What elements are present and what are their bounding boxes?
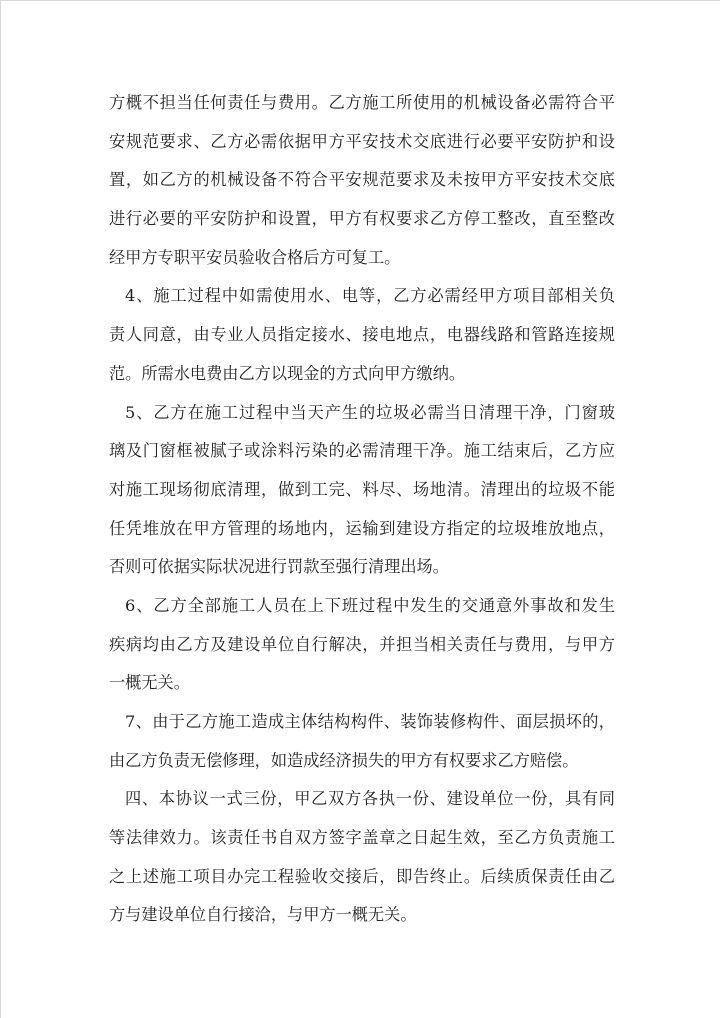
text-line: 方概不担当任何责任与费用。乙方施工所使用的机械设备必需符合平	[109, 93, 615, 112]
text-line: 等法律效力。该责任书自双方签字盖章之日起生效，至乙方负责施工	[109, 828, 615, 848]
text-line: 之上述施工项目办完工程验收交接后，即告终止。后续质保责任由乙	[109, 866, 615, 886]
text-line: 责人同意，由专业人员指定接水、接电地点，电器线路和管路连接规	[109, 325, 615, 345]
text-line: 经甲方专职平安员验收合格后方可复工。	[109, 247, 401, 267]
text-line: 进行必要的平安防护和设置，甲方有权要求乙方停工整改，直至整改	[109, 209, 615, 229]
text-line: 7、由于乙方施工造成主体结构构件、装饰装修构件、面层损坏的，	[125, 712, 615, 731]
text-line: 方与建设单位自行接洽，与甲方一概无关。	[109, 905, 417, 925]
text-line: 任凭堆放在甲方管理的场地内，运输到建设方指定的垃圾堆放地点，	[109, 518, 615, 538]
text-line: 四、本协议一式三份，甲乙双方各执一份、建设单位一份，具有同	[125, 789, 615, 809]
text-line: 对施工现场彻底清理，做到工完、料尽、场地清。清理出的垃圾不能	[109, 479, 615, 499]
text-line: 5、乙方在施工过程中当天产生的垃圾必需当日清理干净，门窗玻	[125, 402, 615, 422]
text-line: 安规范要求、乙方必需依据甲方平安技术交底进行必要平安防护和设	[109, 131, 615, 151]
text-line: 璃及门窗框被腻子或涂料污染的必需清理干净。施工结束后，乙方应	[109, 441, 615, 461]
text-line: 置，如乙方的机械设备不符合平安规范要求及未按甲方平安技术交底	[109, 170, 615, 190]
text-line: 否则可依据实际状况进行罚款至强行清理出场。	[109, 557, 449, 577]
text-line: 4、施工过程中如需使用水、电等，乙方必需经甲方项目部相关负	[125, 286, 615, 306]
text-line: 由乙方负责无偿修理，如造成经济损失的甲方有权要求乙方赔偿。	[109, 750, 579, 770]
document-body	[109, 84, 615, 935]
text-line: 范。所需水电费由乙方以现金的方式向甲方缴纳。	[109, 363, 466, 383]
text-line: 一概无关。	[109, 673, 190, 693]
text-line: 6、乙方全部施工人员在上下班过程中发生的交通意外事故和发生	[125, 595, 615, 615]
text-line: 疾病均由乙方及建设单位自行解决，并担当相关责任与费用，与甲方	[109, 634, 615, 654]
